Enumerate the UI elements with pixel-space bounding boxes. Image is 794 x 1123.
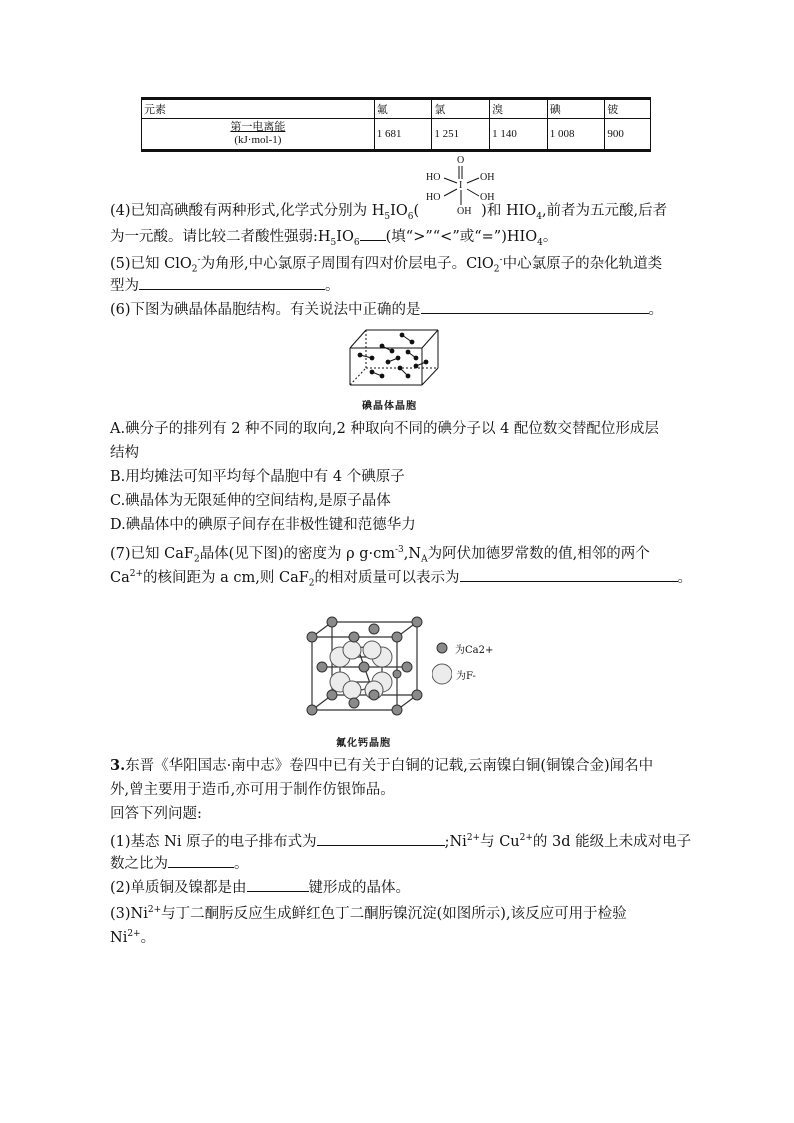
table-cell: 1 008 — [547, 119, 605, 151]
answer-blank[interactable] — [460, 566, 678, 582]
question-4-line2 — [110, 225, 557, 253]
option-a-line1: A.碘分子的排列有 2 种不同的取向,2 种取向不同的碘分子以 4 配位数交替配位形成层 — [110, 421, 659, 437]
question-3-line3: 回答下列问题: — [110, 806, 202, 822]
question-3-part3-line2 — [110, 924, 155, 948]
question-3-part2 — [110, 876, 410, 898]
iodine-figure-caption: 碘晶体晶胞 — [362, 401, 417, 412]
q3-text: 与 Cu — [480, 833, 520, 850]
row-label-line1: 第一电离能 — [230, 121, 286, 133]
question-5-line2 — [110, 274, 340, 296]
question-7-line2 — [110, 564, 692, 594]
q3-text: 的 3d 能级上未成对电子 — [532, 833, 692, 850]
q4-text: ,前者为五元酸,后者 — [541, 203, 668, 219]
q4-sub: 4 — [536, 211, 542, 222]
table-header-cell: 氟 — [374, 99, 432, 119]
question-3-part1-line2 — [110, 852, 249, 874]
q7-sub: 2 — [193, 554, 200, 565]
q5-sub: 2 — [191, 264, 198, 275]
question-3-part1-line1 — [110, 828, 691, 852]
q3-text: 键形成的晶体。 — [308, 880, 411, 896]
q3-sup: 2+ — [127, 929, 141, 939]
option-a-line2: 结构 — [110, 445, 139, 461]
q5-sup: - — [197, 255, 201, 265]
q7-text: 。 — [677, 569, 693, 586]
question-3-line2: 外,曾主要用于造币,亦可用于制作仿银饰品。 — [110, 782, 395, 798]
q5-sub: 2 — [493, 264, 500, 275]
q4-sub: 6 — [353, 237, 360, 248]
q7-text: (7)已知 CaF — [110, 545, 194, 562]
ionization-energy-table — [141, 97, 651, 152]
option-b: B.用均摊法可知平均每个晶胞中有 4 个碘原子 — [110, 469, 405, 485]
q3-text: (1)基态 Ni 原子的电子排布式为 — [110, 833, 317, 850]
answer-blank[interactable] — [421, 298, 649, 314]
question-3-line1 — [110, 756, 653, 776]
row-label-line2: (kJ·mol-1) — [234, 134, 282, 146]
q7-sub: A — [421, 554, 428, 565]
q3-text: 。 — [140, 929, 156, 946]
q6-text: 。 — [648, 302, 664, 318]
f-legend-icon — [432, 664, 452, 684]
table-header-cell: 碘 — [547, 99, 605, 119]
answer-blank[interactable] — [247, 876, 309, 892]
q4-text: IO — [336, 229, 354, 245]
legend-f: 为F- — [456, 671, 476, 682]
answer-blank[interactable] — [139, 274, 325, 290]
q4-text: (4)已知高碘酸有两种形式,化学式分别为 H — [110, 203, 385, 219]
table-header-row — [142, 99, 651, 119]
q3-text: (3)Ni — [110, 905, 148, 922]
table-header-cell: 溴 — [490, 99, 548, 119]
q4-sub: 6 — [407, 211, 414, 222]
q5-text: 为角形,中心氯原子周围有四对价层电子。ClO — [200, 255, 494, 272]
q4-text: (填“>”“<”或“=”)HIO — [385, 229, 538, 245]
question-3-part3-line1 — [110, 900, 627, 924]
q7-sup: 2+ — [129, 569, 144, 579]
structure-ho-left2: HO — [426, 192, 441, 203]
q3-text: Ni — [110, 929, 128, 946]
q4-text: ( — [413, 203, 420, 219]
table-row-label — [142, 119, 375, 151]
q4-text: )和 HIO — [481, 203, 537, 219]
q4-sub: 4 — [537, 237, 543, 248]
q3-text: 数之比为 — [110, 856, 168, 872]
q7-sub: 2 — [308, 578, 315, 589]
q5-text: 。 — [325, 278, 340, 294]
q4-sub: 5 — [330, 237, 337, 248]
structure-oh-bottom: OH — [457, 206, 472, 217]
q3-sup: 2+ — [519, 833, 533, 843]
question-4-line1 — [110, 201, 667, 227]
table-header-cell: 元素 — [142, 99, 375, 119]
q7-text: 的核间距为 a cm,则 CaF — [143, 569, 309, 586]
answer-blank[interactable] — [168, 852, 234, 868]
structure-oh-right: OH — [480, 172, 495, 183]
q6-text: (6)下图为碘晶体晶胞结构。有关说法中正确的是 — [110, 302, 421, 318]
q3-text: (2)单质铜及镍都是由 — [110, 880, 247, 896]
q5-text: (5)已知 ClO — [110, 255, 192, 272]
table-row — [142, 119, 651, 151]
q3-sup: 2+ — [466, 833, 481, 843]
table-cell: 1 251 — [432, 119, 490, 151]
structure-ho-left: HO — [426, 172, 441, 183]
q7-text: ,N — [403, 545, 422, 562]
caf2-figure-caption: 氟化钙晶胞 — [336, 738, 391, 749]
option-c: C.碘晶体为无限延伸的空间结构,是原子晶体 — [110, 493, 391, 509]
q3-text: ;Ni — [444, 833, 467, 850]
q3-text: 。 — [234, 856, 249, 872]
table-header-cell: 氯 — [432, 99, 490, 119]
table-cell: 900 — [605, 119, 651, 151]
q4-text: IO — [390, 203, 408, 219]
q3-text: 东晋《华阳国志·南中志》卷四中已有关于白铜的记载,云南镍白铜(铜镍合金)闻名中 — [125, 758, 654, 774]
q5-text: 型为 — [110, 278, 139, 294]
question-number: 3. — [110, 757, 126, 774]
q4-sub: 5 — [384, 211, 391, 222]
answer-blank[interactable] — [360, 225, 386, 241]
q3-sup: 2+ — [147, 905, 162, 915]
table-header-cell: 铍 — [605, 99, 651, 119]
q5-text: 中心氯原子的杂化轨道类 — [502, 255, 663, 272]
legend-ca: 为Ca2+ — [455, 645, 494, 656]
caf2-unit-cell-figure — [302, 612, 432, 722]
option-d: D.碘晶体中的碘原子间存在非极性键和范德华力 — [110, 517, 416, 533]
q4-text: 为一元酸。请比较二者酸性强弱:H — [110, 229, 331, 245]
structure-oh-right2: OH — [480, 192, 495, 203]
q7-sup: -3 — [395, 545, 404, 555]
table-cell: 1 681 — [374, 119, 432, 151]
structure-i: I — [459, 180, 463, 191]
q4-text: 。 — [542, 229, 558, 245]
q7-text: Ca — [110, 569, 130, 586]
q7-text: 晶体(见下图)的密度为 ρ g·cm — [199, 545, 396, 562]
iodine-unit-cell-figure — [342, 322, 452, 390]
q7-text: 为阿伏加德罗常数的值,相邻的两个 — [427, 545, 650, 562]
q3-text: 与丁二酮肟反应生成鲜红色丁二酮肟镍沉淀(如图所示),该反应可用于检验 — [161, 905, 627, 922]
structure-o: O — [457, 155, 465, 166]
answer-blank[interactable] — [317, 830, 445, 846]
table-cell: 1 140 — [490, 119, 548, 151]
caf2-legend-symbols — [432, 638, 452, 688]
q7-text: 的相对质量可以表示为 — [314, 569, 460, 586]
ca-legend-icon — [437, 643, 447, 653]
q5-sup: - — [499, 255, 503, 265]
question-6-stem — [110, 298, 663, 320]
